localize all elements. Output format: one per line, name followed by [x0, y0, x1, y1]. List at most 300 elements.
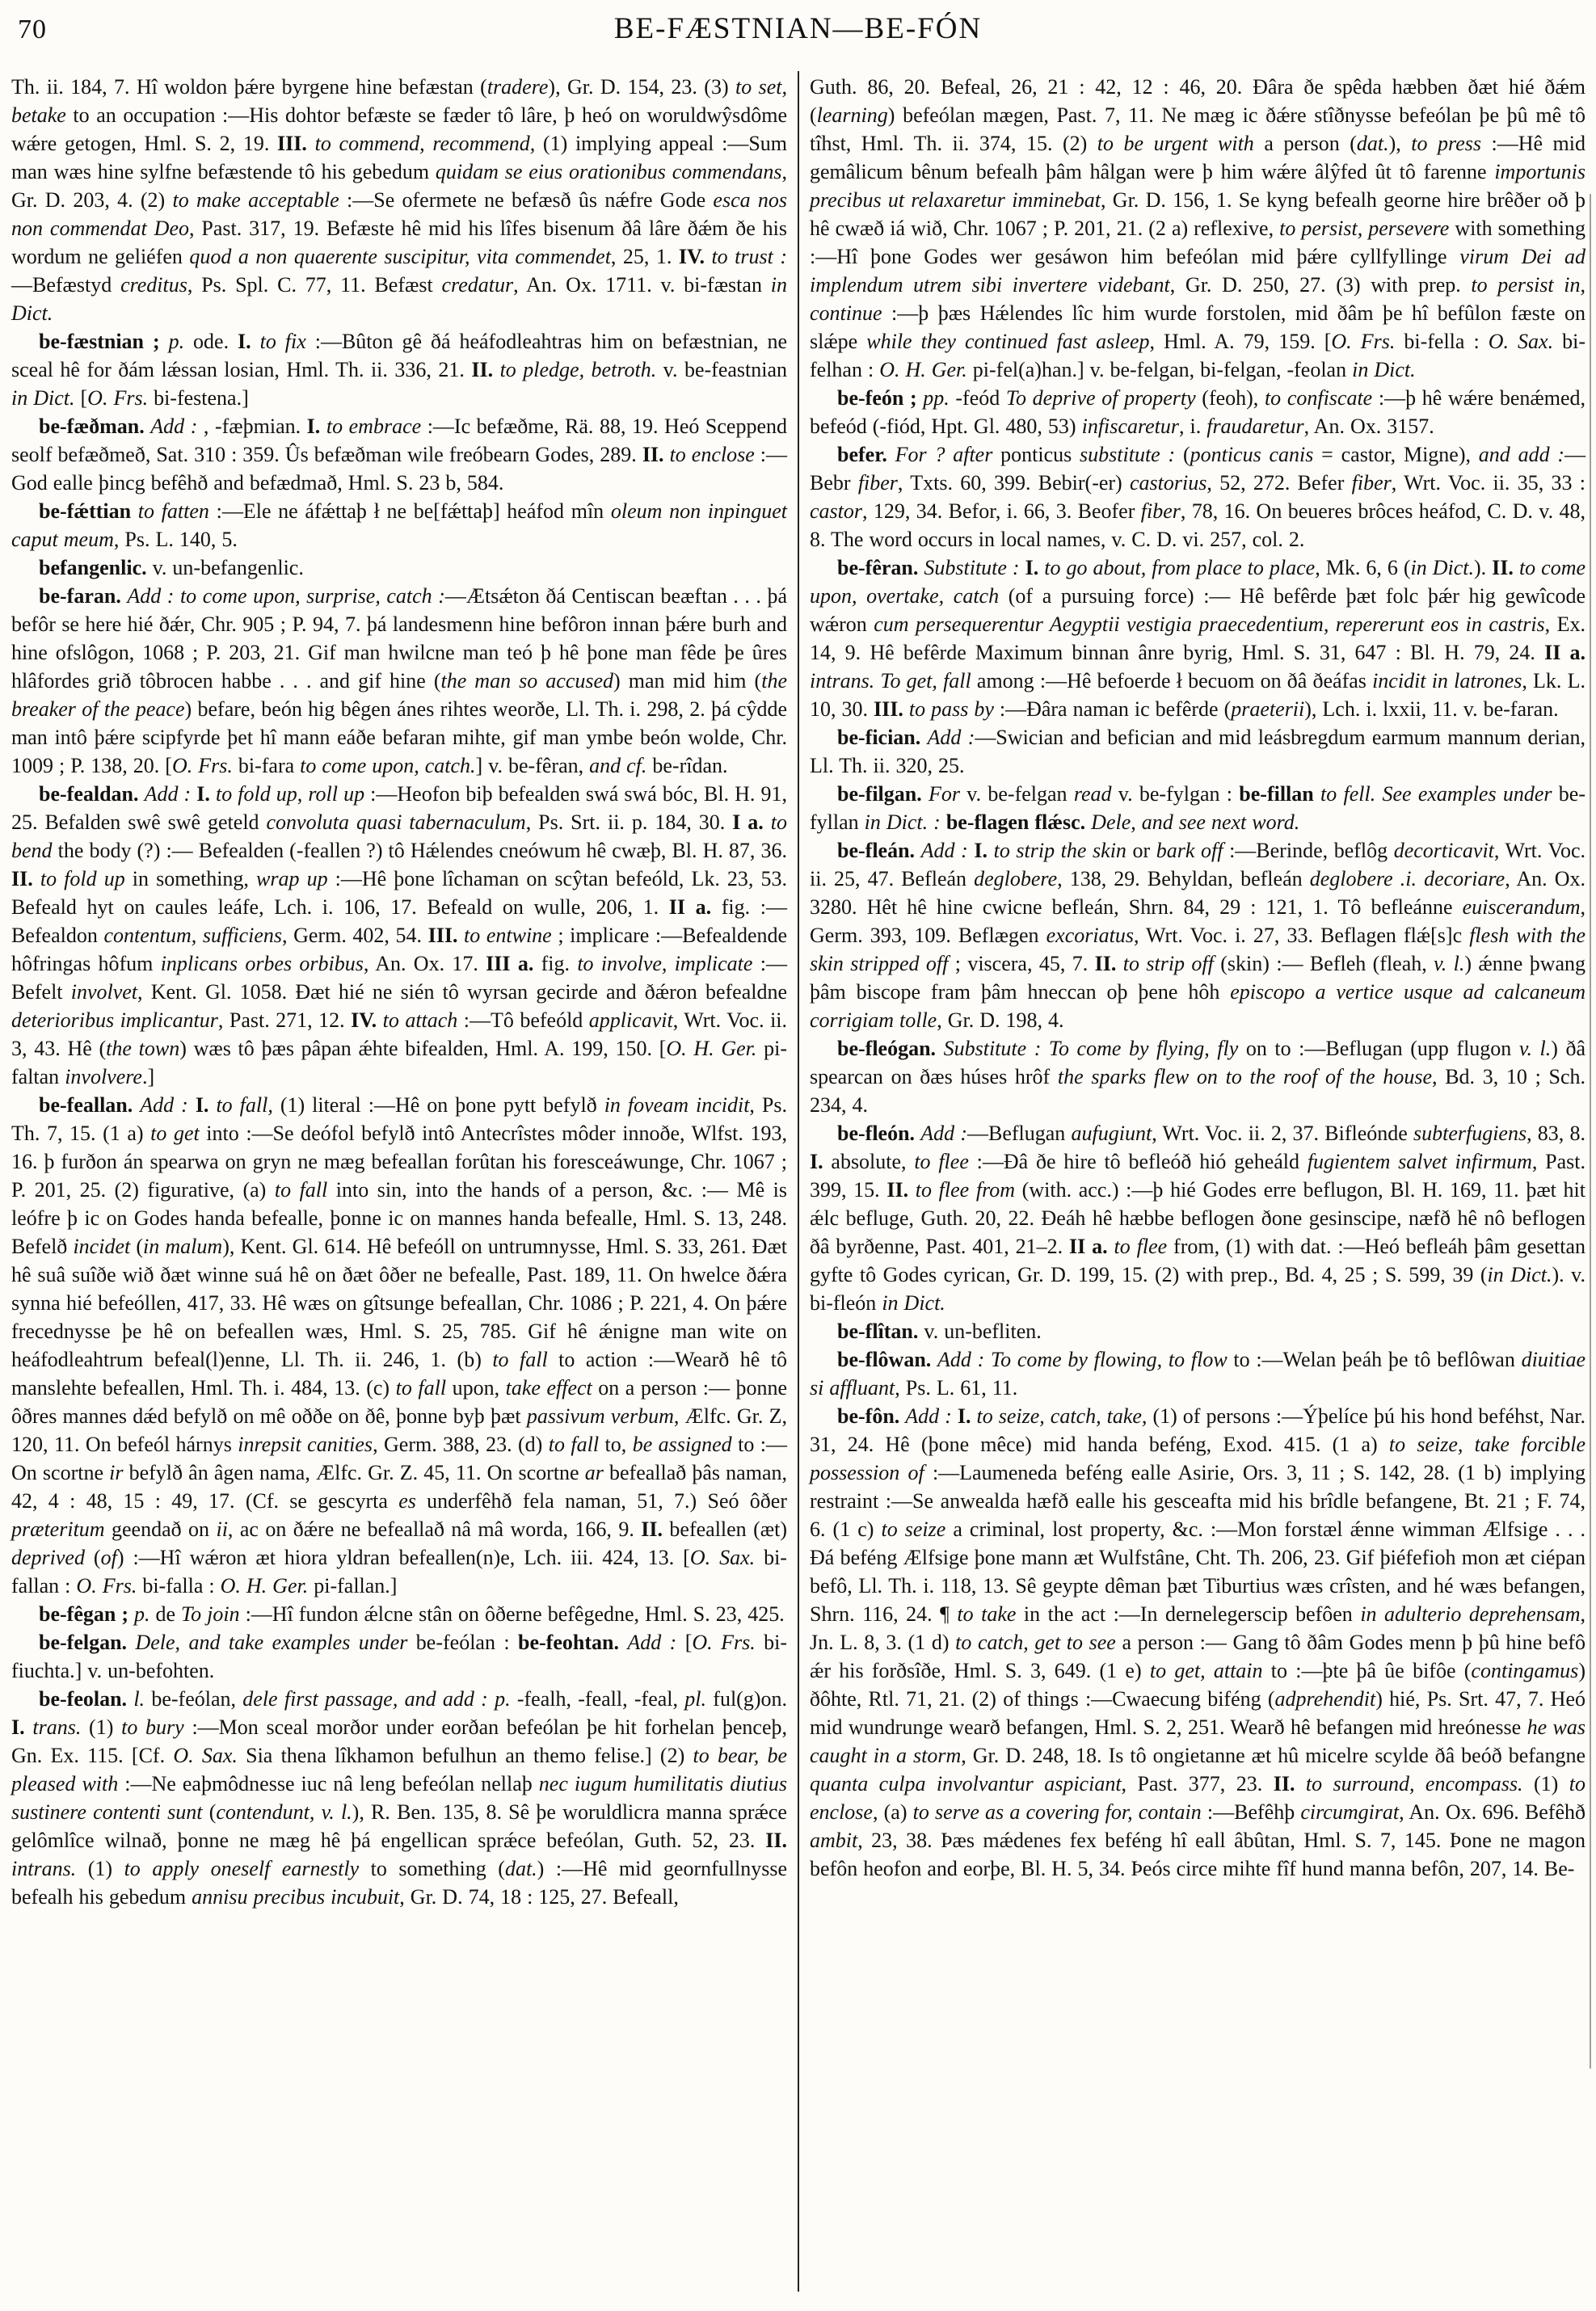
italic-gloss: contingamus	[1471, 1659, 1579, 1682]
italic-gloss: aufugiunt	[1071, 1122, 1152, 1145]
italic-gloss: involvere	[65, 1065, 142, 1088]
italic-gloss: incidet	[73, 1235, 131, 1258]
entry-text: be-feólan,	[145, 1687, 243, 1711]
italic-gloss: ir	[109, 1461, 124, 1484]
headword-or-sense-number: II a.	[1069, 1235, 1108, 1258]
headword-or-sense-number: IV.	[351, 1008, 377, 1032]
italic-gloss: fiber	[857, 471, 898, 495]
italic-gloss: inrepsit canities	[238, 1433, 373, 1456]
headword-or-sense-number: II.	[471, 358, 494, 381]
headword-or-sense-number: IV.	[678, 245, 705, 268]
italic-gloss: pp.	[923, 386, 950, 410]
entry-text: ; implicare :—Befealdende hôfringas hôfum	[11, 924, 788, 975]
dictionary-entry	[11, 554, 787, 582]
italic-gloss: in foveam incidit	[604, 1093, 750, 1117]
entry-text: , 78, 16. On beueres brôces heáfod, C. D. v. 48, 8. The word occurs in local names, v. C. D. vi. 257, col. 2.	[810, 499, 1585, 551]
entry-text: Guth. 86, 20. Befeal, 26, 21 : 42, 12 : 46, 20. Ðâra ðe spêda hæbben ðæt hié ðǽm (	[810, 75, 1585, 127]
italic-gloss: tradere	[486, 75, 549, 99]
entry-text: -fealh, -feall, -feal,	[510, 1687, 685, 1711]
italic-gloss: to seize, take forcible possession of	[810, 1433, 1585, 1484]
italic-gloss: episcopo a vertice usque ad calcaneum corrigiam tolle	[810, 980, 1585, 1032]
entry-text	[920, 726, 927, 749]
entry-text	[987, 839, 994, 862]
entry-text: , 23, 38. Þæs mǽdenes fex beféng hî eall âbûtan, Hml. S. 7, 145. Þone ne magon befôn heofon and eorþe, Bl. H. 5, 34. Þeós circe mihte fîf hund manna befôn, 207, 14. Be-	[810, 1829, 1585, 1880]
entry-text: be-fyllan	[810, 782, 1586, 834]
entry-text	[1295, 1772, 1305, 1795]
entry-text: befylð ân âgen nama, Ælfc. Gr. Z. 45, 11. On scortne	[123, 1461, 585, 1484]
italic-gloss: trans.	[32, 1715, 82, 1739]
dictionary-entry	[810, 780, 1585, 836]
headword-or-sense-number: I.	[238, 330, 251, 353]
entry-text: :—Hê þone lîchaman on scŷtan befeóld, Lk. 23, 53. Befeald hyt on caules leáfe, Lch. i. 106, 17. Befeald on wulle, 206, 1.	[11, 867, 788, 919]
headword-or-sense-number: be-fleón.	[837, 1122, 916, 1145]
entry-text: fig. :—Befealdon	[11, 895, 787, 947]
column-left	[11, 73, 787, 1911]
entry-text: ). v. bi-fleón	[810, 1263, 1585, 1315]
italic-gloss: dele first passage, and add :	[242, 1687, 488, 1711]
entry-text: , Ps. L. 140, 5.	[113, 528, 238, 551]
entry-text: :—Befêhþ	[1201, 1800, 1301, 1824]
italic-gloss: to set, betake	[11, 75, 787, 127]
entry-text: , Gr. D. 74, 18 : 125, 27. Befeall,	[399, 1885, 679, 1909]
entry-text	[952, 1404, 958, 1428]
entry-text	[127, 1631, 135, 1654]
italic-gloss: be assigned	[632, 1433, 732, 1456]
italic-gloss: dat.	[504, 1857, 537, 1880]
italic-gloss: contendunt, v. l.	[216, 1800, 352, 1824]
entry-text: with something :—Hî þone Godes wer gesáwon him befeólan mid þǽre cyllfyllinge	[810, 217, 1585, 268]
italic-gloss: to make acceptable	[172, 188, 339, 212]
italic-gloss: to attach	[382, 1008, 458, 1032]
entry-text: ) ǽnne þwang þâm biscope fram þâm hneccan oþ þene hôh	[810, 952, 1586, 1004]
entry-text: fig.	[533, 952, 578, 975]
entry-text: , Wrt. Voc. ii. 35, 33 :	[1391, 471, 1585, 495]
italic-gloss: to involve, implicate	[577, 952, 753, 975]
entry-text: v. be-feastnian	[656, 358, 788, 381]
entry-text: ),	[1388, 132, 1412, 155]
entry-text: (1) literal :—Hê on þone pytt befylð	[272, 1093, 604, 1117]
headword-or-sense-number: be-fǽttian	[39, 499, 132, 523]
entry-text: :—Ðâ ðe hire tô befleóð hió geheáld	[968, 1150, 1308, 1173]
entry-text: (	[1175, 443, 1190, 466]
italic-gloss: pl.	[684, 1687, 707, 1711]
italic-gloss: to strip the skin	[993, 839, 1126, 862]
entry-text: , 138, 29. Behyldan, befleán	[1057, 867, 1310, 890]
entry-text: a criminal, lost property, &c. :—Mon forstæl ǽnne wimman Ælfsige . . . Ðá beféng Ælfsige þone mann æt Wulfstâne, Cht. Th. 206, 23. Gif þiéfefioh mon æt ciépan befô, Ll. Th. i. 118, 13. Sê geypte dêman þæt Tiburtius wæs crîsten, and hé wæs befangen, Shrn. 116, 24. ¶	[810, 1518, 1586, 1626]
headword-or-sense-number: I.	[306, 415, 321, 438]
headword-or-sense-number: III.	[874, 697, 903, 721]
italic-gloss: to pledge, betroth.	[499, 358, 657, 381]
entry-text: be-rîdan.	[646, 754, 728, 777]
italic-gloss: and add :	[1478, 443, 1565, 466]
italic-gloss: oleum non inpinguet caput meum	[11, 499, 788, 551]
entry-text: :—Ne eaþmôdnesse iuc nâ leng befeólan nellaþ	[118, 1772, 539, 1795]
entry-text	[307, 132, 315, 155]
dictionary-entry	[11, 412, 787, 497]
italic-gloss: ponticus canis	[1190, 443, 1314, 466]
italic-gloss: quod a non quaerente suscipitur, vita commendet	[189, 245, 611, 268]
entry-text	[488, 1687, 495, 1711]
entry-text: [	[74, 386, 88, 410]
italic-gloss: Add :	[627, 1631, 677, 1654]
entry-text: :—Ðâra naman ic befêrde (	[993, 697, 1232, 721]
italic-gloss: to get, attain	[1149, 1659, 1263, 1682]
italic-gloss: O. H. Ger.	[220, 1574, 309, 1597]
italic-gloss: virum Dei ad implendum utrem sibi invertere videbant	[810, 245, 1585, 297]
italic-gloss: in adulterio deprehensam	[1360, 1602, 1581, 1626]
entry-text: , Mk. 6, 6 (	[1315, 556, 1411, 579]
entry-text	[941, 810, 946, 834]
column-right	[810, 73, 1585, 1883]
entry-text: :—Laumeneda beféng ealle Asirie, Ors. 3, 11 ; S. 142, 28. (1 b) implying restraint :—Se anwealda hæfð ealle his gesceafta mid his brîdle befangene, Bt. 21 ; F. 74, 6. (1 c)	[810, 1461, 1585, 1541]
entry-text	[887, 443, 895, 466]
entry-text: , Gr. D. 250, 27. (3) with prep.	[1169, 273, 1472, 297]
italic-gloss: to go about, from place to place	[1044, 556, 1316, 579]
entry-text: , Bd. 3, 10 ; Sch. 234, 4.	[810, 1065, 1585, 1117]
headword-or-sense-number: be-flîtan.	[837, 1320, 919, 1343]
italic-gloss: to take	[957, 1602, 1017, 1626]
entry-text: (	[130, 1235, 144, 1258]
entry-text: , Ps. Spl. C. 77, 11. Befæst	[187, 273, 442, 297]
italic-gloss: Add :	[905, 1404, 952, 1428]
entry-text: —Befæstyd	[11, 273, 121, 297]
dictionary-entry	[11, 497, 787, 554]
entry-text: , Wrt. Voc. ii. 25, 47. Befleán	[810, 839, 1585, 890]
italic-gloss: to fall	[548, 1433, 600, 1456]
headword-or-sense-number: be-feón ;	[837, 386, 917, 410]
headword-or-sense-number: I.	[957, 1404, 971, 1428]
italic-gloss: incidit in latrones	[1372, 669, 1522, 692]
entry-text: :—Hê mid gemâlicum bênum befealh þâm hâlgan were þ him wǽre âlŷfed ût tô farenne	[810, 132, 1585, 183]
entry-text: ) wæs tô þæs pâpan ǽhte bifealden, Hml. A. 199, 150. [	[179, 1037, 667, 1060]
entry-text: , An. Ox. 3157.	[1303, 415, 1434, 438]
entry-text: -feód	[949, 386, 1006, 410]
entry-continuation	[11, 73, 787, 327]
entry-text: , Ps. Srt. ii. p. 184, 30.	[525, 810, 733, 834]
italic-gloss: to commend, recommend,	[314, 132, 536, 155]
italic-gloss: castorius	[1129, 471, 1207, 495]
headword-or-sense-number: be-felgan.	[39, 1631, 128, 1654]
entry-text: v. un-befliten.	[918, 1320, 1042, 1343]
italic-gloss: subterfugiens	[1413, 1122, 1527, 1145]
dictionary-entry	[11, 1600, 787, 1628]
italic-gloss: to bend	[11, 810, 787, 862]
dictionary-entry	[11, 1091, 787, 1600]
italic-gloss: praeterii	[1231, 697, 1305, 721]
entry-text: be-feólan :	[407, 1631, 519, 1654]
entry-text: , Wrt. Voc. ii. 2, 37. Bifleónde	[1152, 1122, 1413, 1145]
headword-or-sense-number: be-faran.	[39, 584, 121, 608]
italic-gloss: while they continued fast asleep	[866, 330, 1150, 353]
entry-text: :—Berinde, beflôg	[1223, 839, 1394, 862]
entry-text: to :—On scortne	[11, 1433, 788, 1484]
headword-or-sense-number: II.	[641, 1518, 663, 1541]
entry-text: , Hml. A. 79, 159. [	[1149, 330, 1332, 353]
italic-gloss: involvet	[70, 980, 138, 1004]
entry-text	[922, 782, 929, 806]
entry-text	[25, 1715, 33, 1739]
italic-gloss: in Dict.	[11, 386, 75, 410]
headword-or-sense-number: I.	[11, 1715, 25, 1739]
headword-or-sense-number: II.	[765, 1829, 787, 1852]
dictionary-entry	[810, 1034, 1585, 1119]
entry-text: , Lk. L. 10, 30.	[810, 669, 1585, 721]
entry-text: ), Lch. i. lxxii, 11. v. be-faran.	[1304, 697, 1559, 721]
italic-gloss: to enclose	[669, 443, 755, 466]
entry-text: :—Befelt	[11, 952, 787, 1004]
headword-or-sense-number: be-fleán.	[837, 839, 916, 862]
dictionary-entry	[810, 440, 1585, 554]
entry-text	[128, 1602, 134, 1626]
italic-gloss: Add :	[920, 839, 968, 862]
entry-text: ) :—Hê mid geornfullnysse befealh his gebedum	[11, 1857, 787, 1909]
italic-gloss: Dele, and see next word.	[1091, 810, 1300, 834]
entry-text: :—God ealle þincg befêhð and befædmað, Hml. S. 23 b, 584.	[11, 443, 788, 495]
entry-text: absolute,	[823, 1150, 915, 1173]
headword-or-sense-number: be-fêgan ;	[39, 1602, 128, 1626]
italic-gloss: in Dict.	[11, 273, 787, 325]
entry-text	[160, 330, 169, 353]
italic-gloss: fiber	[1351, 471, 1392, 495]
headword-or-sense-number: be-fêran.	[837, 556, 919, 579]
entry-text: , i.	[1178, 415, 1207, 438]
italic-gloss: deglobere .i. decoriare	[1309, 867, 1505, 890]
italic-gloss: adprehendit	[1274, 1687, 1376, 1711]
entry-text: ) ðâ spearcan on ðæs húses hrôf	[810, 1037, 1586, 1088]
entry-text: :—Se ofermete ne befæsð ûs nǽfre Gode	[339, 188, 714, 212]
entry-text: befeallað þâs naman, 42, 4 : 48, 15 : 49, 17. (Cf. se gescyrta	[11, 1461, 787, 1513]
italic-gloss: to fold up	[40, 867, 125, 890]
headword-or-sense-number: be-flagen flǽsc.	[945, 810, 1086, 834]
italic-gloss: in Dict.	[882, 1291, 945, 1315]
entry-text: bi-fella :	[1395, 330, 1489, 353]
italic-gloss: Add : To come by flowing, to flow	[937, 1348, 1228, 1371]
italic-gloss: to apply oneself earnestly	[124, 1857, 360, 1880]
dictionary-entry	[810, 723, 1585, 780]
entry-text: , 83, 8.	[1527, 1122, 1585, 1145]
italic-gloss: euiscerandum	[1462, 895, 1581, 919]
italic-gloss: circumgirat	[1300, 1800, 1400, 1824]
entry-text	[377, 1008, 382, 1032]
entry-text: to,	[599, 1433, 633, 1456]
entry-text: ).	[1474, 556, 1493, 579]
italic-gloss: Substitute : To come by flying, fly	[943, 1037, 1239, 1060]
entry-text: = castor, Migne),	[1313, 443, 1479, 466]
entry-text	[33, 867, 40, 890]
entry-text: to action :—Wearð hê tô manslehte befeallen, Hml. Th. i. 484, 13. (c)	[11, 1348, 787, 1400]
italic-gloss: cum persequerentur Aegyptii vestigia praecedentium, repererunt eos in castris	[874, 612, 1545, 636]
entry-text: , Kent. Gl. 1058. Ðæt hié ne sién tô wyrsan gecirde and ðǽron befealdne	[137, 980, 788, 1004]
italic-gloss: of	[100, 1546, 117, 1569]
entry-text: from, (1) with dat. :—Heó befleáh þâm gesettan gyfte tô Godes cyrican, Gr. D. 199, 15. (2) with prep., Bd. 4, 25 ; S. 599, 39 (	[810, 1235, 1585, 1286]
entry-text: ; viscera, 45, 7.	[948, 952, 1095, 975]
italic-gloss: To join	[181, 1602, 240, 1626]
italic-gloss: nec iugum humilitatis diutius sustinere contenti sunt	[11, 1772, 787, 1824]
italic-gloss: in Dict.	[1410, 556, 1474, 579]
entry-text: , Gr. D. 203, 4. (2)	[11, 160, 787, 212]
entry-text: pi-faltan	[11, 1037, 787, 1088]
italic-gloss: quanta culpa involvantur aspiciant	[810, 1772, 1122, 1795]
entry-text: , Past. 317, 19. Befæste hê mid his lîfes bisenum ðâ lâre ðǽm ðe his wordum ne geliéfen	[11, 217, 787, 268]
italic-gloss: O. Sax.	[689, 1546, 756, 1569]
italic-gloss: O. Sax.	[173, 1744, 238, 1767]
italic-gloss: Add :	[927, 726, 975, 749]
italic-gloss: to persist in, continue	[810, 273, 1585, 325]
italic-gloss: deterioribus implicantur	[11, 1008, 218, 1032]
entry-text: bi-fiuchta.] v. un-befohten.	[11, 1631, 788, 1682]
italic-gloss: importunis precibus ut relaxaretur imminebat	[810, 160, 1585, 212]
headword-or-sense-number: I.	[974, 839, 987, 862]
italic-gloss: fiber	[1140, 499, 1181, 523]
entry-text: geendað on	[104, 1518, 217, 1541]
italic-gloss: ar	[584, 1461, 604, 1484]
headword-or-sense-number: I.	[196, 782, 210, 806]
italic-gloss: the sparks flew on to the roof of the house	[1057, 1065, 1433, 1088]
italic-gloss: to seize	[881, 1518, 946, 1541]
dictionary-entry	[11, 582, 787, 780]
entry-text: , Ælfc. Gr. Z, 120, 11. On befeól hárnys	[11, 1404, 788, 1456]
headword-or-sense-number: be-fillan	[1239, 782, 1314, 806]
entry-text	[664, 443, 670, 466]
italic-gloss: Substitute :	[924, 556, 1020, 579]
entry-text: de	[149, 1602, 182, 1626]
italic-gloss: flesh with the skin stripped off	[810, 924, 1586, 975]
entry-text: , An. Ox. 1711. v. bi-fæstan	[513, 273, 771, 297]
entry-text: to :—þte þâ ûe bifôe (	[1262, 1659, 1472, 1682]
italic-gloss: O. H. Ger.	[666, 1037, 757, 1060]
entry-text: —Ætsǽton ðá Centiscan beæftan . . . þá befôr se here hié ðǽr, Chr. 905 ; P. 94, 7. þá landesmenn hine befôron innan þǽre burh and hine ofslôgon, 1068 ; P. 203, 21. Gif man hwilcne man teó þ hê þone man fêde þe ûres hlâfordes grið tôbrocen habbe . . . and gif hine (	[11, 584, 788, 692]
entry-text: to :—Welan þeáh þe tô beflôwan	[1227, 1348, 1522, 1371]
entry-text: in something,	[124, 867, 257, 890]
italic-gloss: v. l.	[1434, 952, 1465, 975]
entry-text: in the act :—In dernelegerscip befôen	[1016, 1602, 1361, 1626]
headword-or-sense-number: befer.	[837, 443, 887, 466]
entry-text: on a person :— þonne ôðres mannes dǽd befylð on mê oððe on ðê, þonne byþ þæt	[11, 1376, 788, 1428]
entry-text: a person :— Gang tô ðâm Godes menn þ þû hine befô ǽr his forðsîðe, Hml. S. 3, 649. (1 e)	[810, 1631, 1585, 1682]
entry-text: or	[1126, 839, 1156, 862]
page-number: 70	[18, 15, 47, 44]
italic-gloss: to seize, catch, take,	[976, 1404, 1148, 1428]
italic-gloss: O. Frs.	[171, 754, 233, 777]
entry-text: —Swician and befician and mid leásbregdum earmum mannum derian, Ll. Th. ii. 320, 25.	[810, 726, 1586, 777]
italic-gloss: ambit	[810, 1829, 858, 1852]
italic-gloss: For ? after	[895, 443, 993, 466]
italic-gloss: O. Frs.	[692, 1631, 756, 1654]
italic-gloss: in Dict.	[1487, 1263, 1552, 1286]
entry-text	[908, 1178, 916, 1202]
italic-gloss: to enclose	[810, 1772, 1585, 1824]
italic-gloss: p.	[168, 330, 185, 353]
italic-gloss: Dele, and take examples under	[135, 1631, 408, 1654]
headword-or-sense-number: III.	[277, 132, 307, 155]
italic-gloss: to bear, be pleased with	[11, 1744, 787, 1795]
dictionary-entry	[11, 780, 787, 1091]
italic-gloss: take effect	[505, 1376, 592, 1400]
entry-text: , Gr. D. 248, 18. Is tô ongietanne æt hû micelre scylde ðâ beóð befangne	[961, 1744, 1585, 1767]
italic-gloss: p.	[495, 1687, 511, 1711]
italic-gloss: Add : to come upon, surprise, catch :	[127, 584, 445, 608]
entry-text: [	[676, 1631, 693, 1654]
entry-text: bi-fallan :	[11, 1546, 787, 1597]
italic-gloss: in Dict. :	[864, 810, 941, 834]
italic-gloss: to persist, persevere	[1279, 217, 1450, 240]
entry-text: , Ps. Th. 7, 15. (1 a)	[11, 1093, 787, 1145]
italic-gloss: Add :	[920, 1122, 967, 1145]
italic-gloss: substitute :	[1080, 443, 1176, 466]
headword-or-sense-number: I.	[1025, 556, 1039, 579]
dictionary-entry	[11, 1628, 787, 1685]
italic-gloss: to bury	[121, 1715, 184, 1739]
italic-gloss: annisu precibus incubuit	[192, 1885, 400, 1909]
entry-text: ) hié, Ps. Srt. 47, 7. Heó mid wundrunge wearð befangen, Hml. S. 2, 251. Wearð hê befangen mid hreónesse	[810, 1687, 1585, 1739]
entry-text: a person (	[1253, 132, 1357, 155]
headword-or-sense-number: be-fôn.	[837, 1404, 900, 1428]
entry-text: to an occupation :—His dohtor befæste se fæder tô lâre, þ heó on woruldwŷsdôme wǽre getogen, Hml. S. 2, 19.	[11, 103, 787, 155]
entry-text: —Bebr	[810, 443, 1586, 495]
dictionary-entry	[810, 1345, 1585, 1402]
headword-or-sense-number: III a.	[486, 952, 534, 975]
italic-gloss: inplicans orbes orbibus	[160, 952, 364, 975]
italic-gloss: to embrace	[326, 415, 422, 438]
entry-text: v. un-befangenlic.	[146, 556, 304, 579]
running-head: BE-FÆSTNIAN—BE-FÓN	[613, 12, 983, 45]
entry-text: the body (?) :— Befealden (-feallen ?) tô Hǽlendes cneówum hê cwæþ, Bl. H. 87, 36.	[52, 839, 787, 862]
headword-or-sense-number: II a.	[668, 895, 712, 919]
entry-text: (1) of persons :—Ýþelíce þú his hond beféhst, Nar. 31, 24. Hê (þone mêce) mid handa beféng, Exod. 415. (1 a)	[810, 1404, 1585, 1456]
entry-text	[1116, 952, 1122, 975]
entry-text: :—þ þæs Hǽlendes lîc him wurde forstolen, mid ðâm þe hî befûlon fæste on slǽpe	[810, 301, 1585, 353]
entry-continuation	[810, 73, 1585, 384]
italic-gloss: to fall	[274, 1178, 328, 1202]
dictionary-entry	[810, 1119, 1585, 1317]
italic-gloss: infiscaretur	[1081, 415, 1179, 438]
italic-gloss: credatur	[441, 273, 514, 297]
headword-or-sense-number: be-fæstnian ;	[39, 330, 160, 353]
entry-text	[457, 924, 464, 947]
dictionary-entry	[810, 554, 1585, 723]
italic-gloss: to press	[1411, 132, 1481, 155]
italic-gloss: es	[398, 1489, 416, 1513]
italic-gloss: quidam se eius orationibus commendans	[435, 160, 782, 183]
headword-or-sense-number: be-fæðman.	[39, 415, 145, 438]
entry-text: upon,	[446, 1376, 506, 1400]
italic-gloss: Add :	[144, 782, 192, 806]
italic-gloss: to fold up, roll up	[215, 782, 365, 806]
italic-gloss: to confiscate	[1264, 386, 1373, 410]
italic-gloss: fraudaretur	[1206, 415, 1304, 438]
entry-text: (1)	[1522, 1772, 1569, 1795]
dictionary-entry	[11, 327, 787, 412]
italic-gloss: intrans. To get, fall	[810, 669, 971, 692]
italic-gloss: to flee	[1114, 1235, 1168, 1258]
entry-text: among :—Hê befoerde ł becuom on ðâ ðeáfas	[971, 669, 1373, 692]
entry-text	[1314, 782, 1320, 806]
italic-gloss: excoriatus	[1046, 924, 1134, 947]
entry-text: , Germ. 393, 109. Beflægen	[810, 895, 1585, 947]
headword-or-sense-number: befangenlic.	[39, 556, 147, 579]
headword-or-sense-number: II.	[11, 867, 33, 890]
entry-text: ) ðôhte, Rtl. 71, 21. (2) of things :—Cwaecung biféng (	[810, 1659, 1585, 1711]
entry-text: ) :—Hî wǽron æt hiora yldran befeallen(n)e, Lch. iii. 424, 13. [	[116, 1546, 690, 1569]
italic-gloss: O. Frs.	[87, 386, 149, 410]
italic-gloss: l.	[133, 1687, 145, 1711]
entry-text	[493, 358, 499, 381]
italic-gloss: esca nos non commendat Deo	[11, 188, 787, 240]
headword-or-sense-number: I a.	[732, 810, 764, 834]
italic-gloss: applicavit	[588, 1008, 673, 1032]
entry-text: pi-fallan.]	[308, 1574, 398, 1597]
italic-gloss: convoluta quasi tabernaculum	[266, 810, 526, 834]
